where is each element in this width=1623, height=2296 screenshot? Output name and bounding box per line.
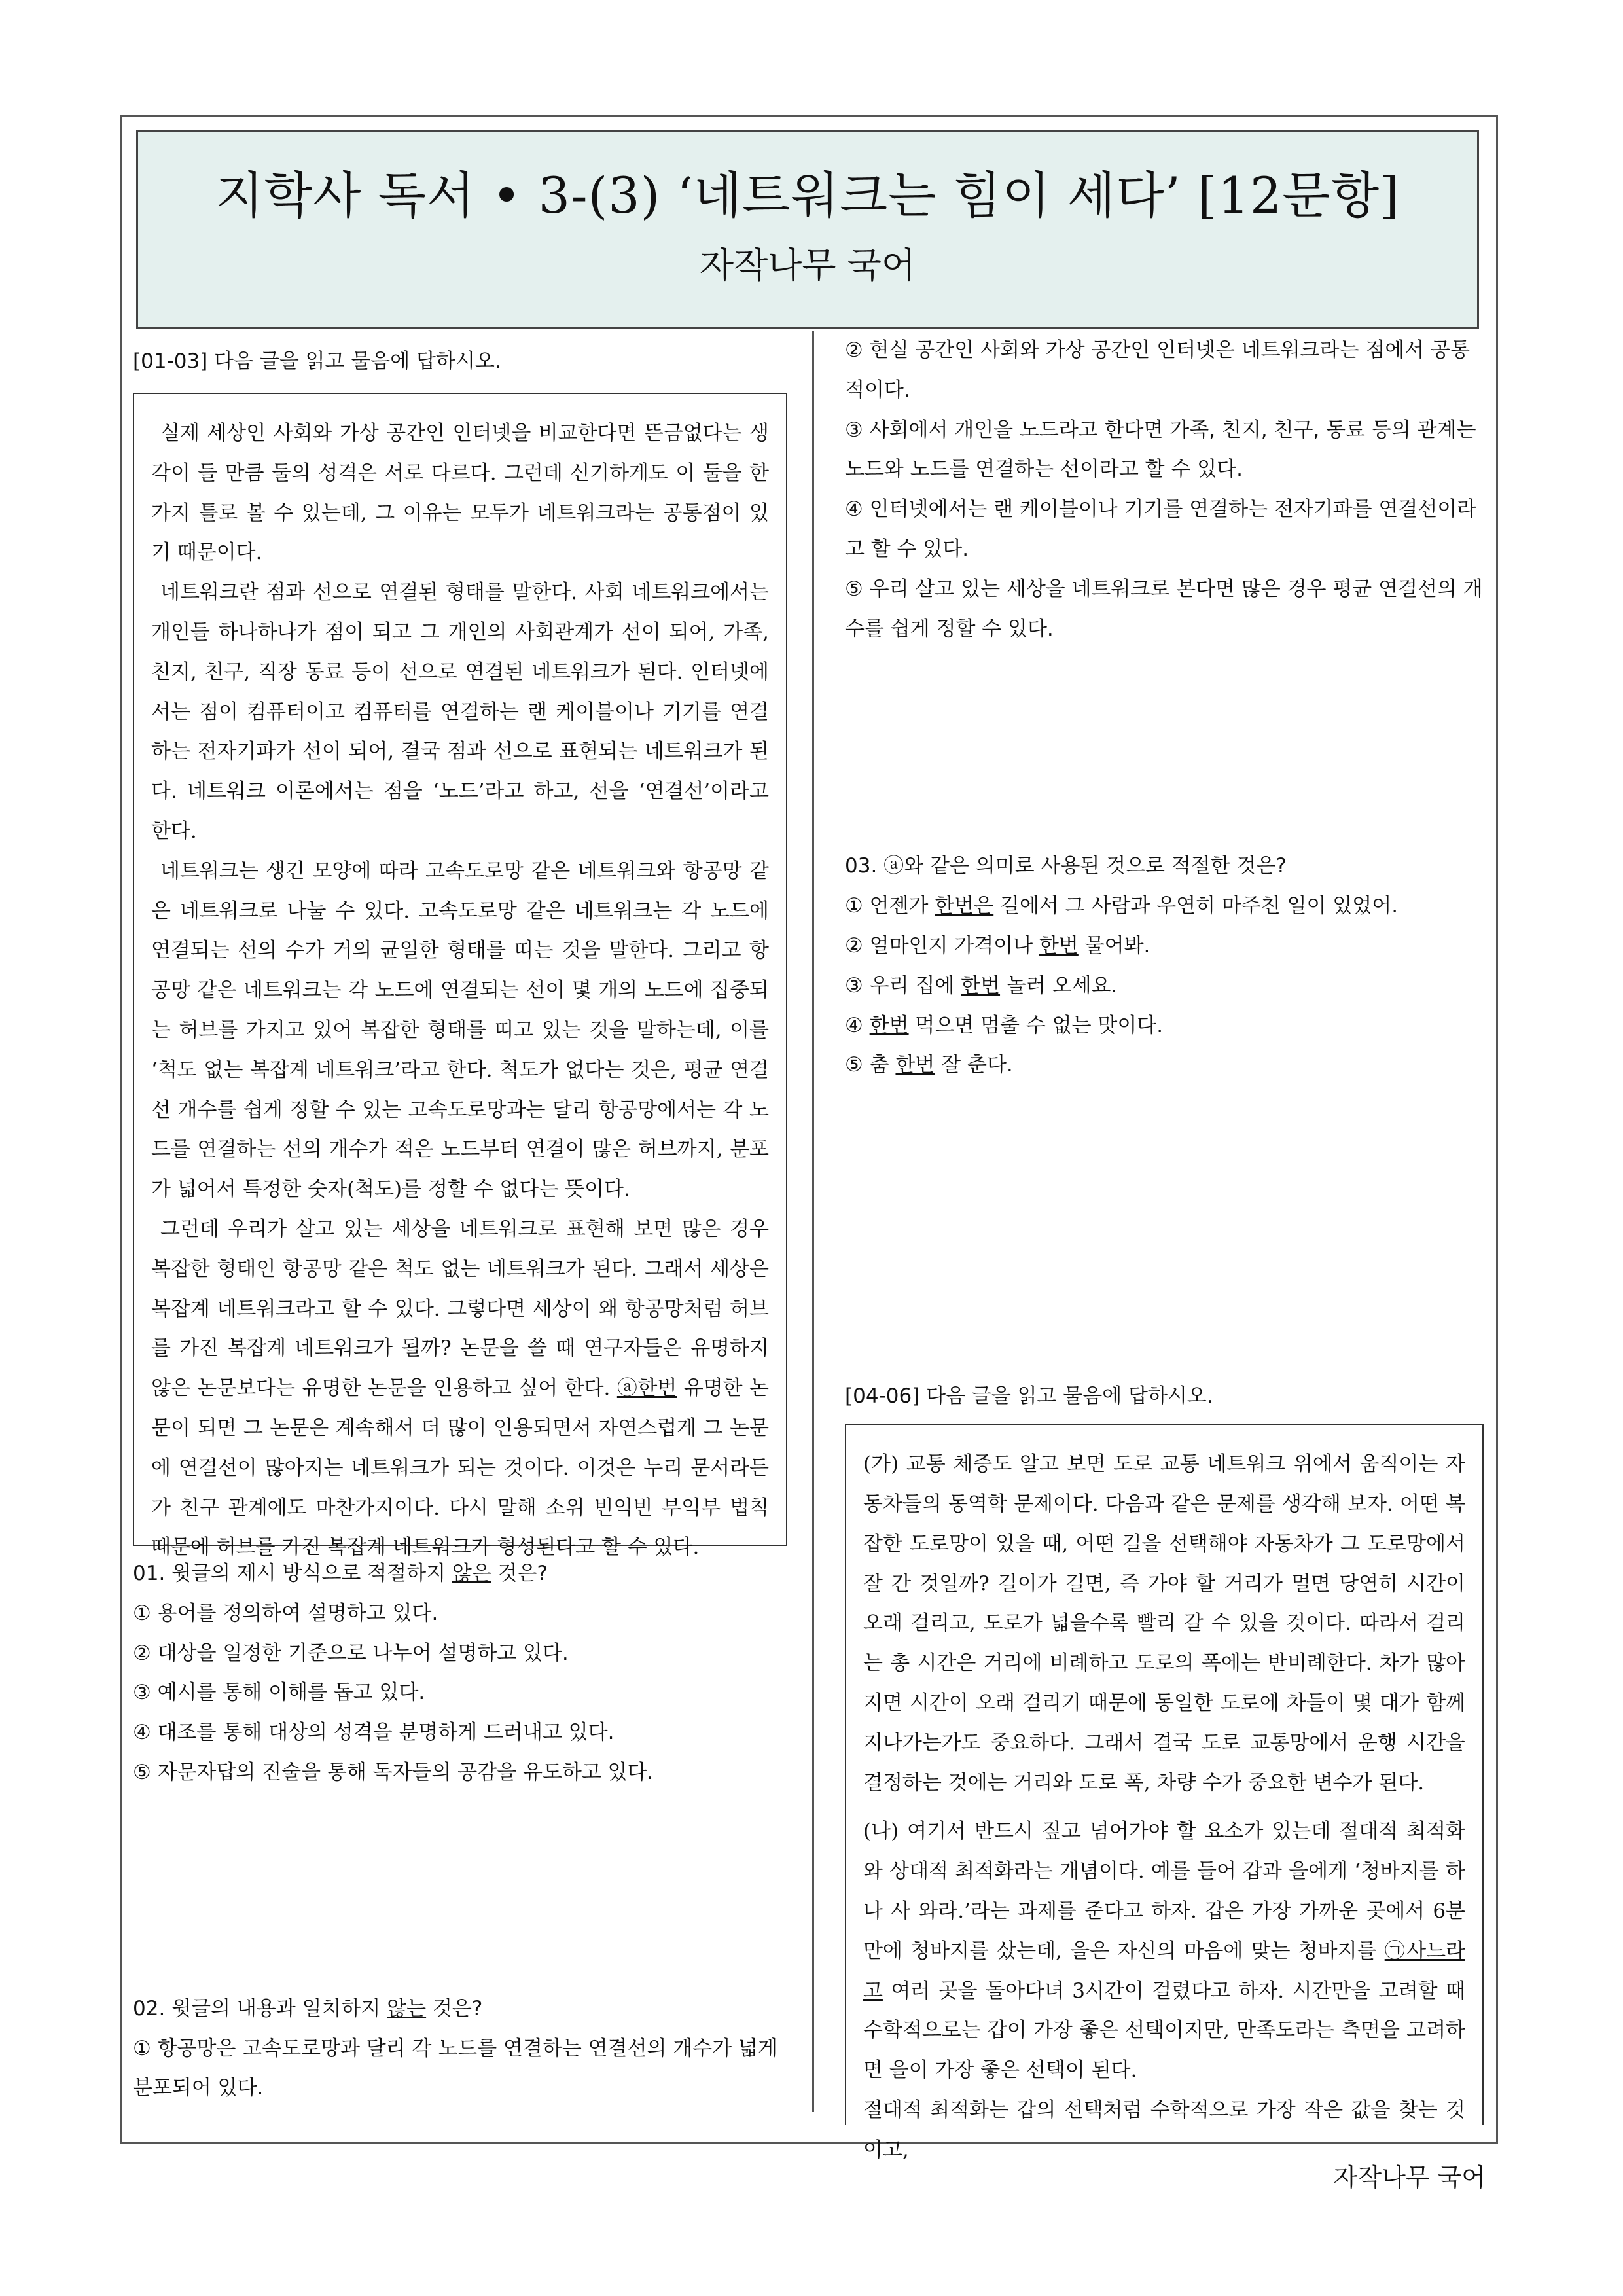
option[interactable] xyxy=(845,966,1484,1006)
page-title: 지학사 독서 • 3-(3) ‘네트워크는 힘이 세다’ [12문항] xyxy=(215,166,1400,224)
option-text: 놀러 오세요. xyxy=(1000,973,1118,997)
option-text: 먹으면 멈출 수 없는 맛이다. xyxy=(908,1013,1164,1037)
marked-word-giyeok: ㉠사느라고 xyxy=(863,1939,1465,2003)
option-text: ① 언젠가 xyxy=(845,894,935,918)
option-text: 길에서 그 사람과 우연히 마주친 일이 있었어. xyxy=(993,894,1399,918)
option-text: ⑤ 춤 xyxy=(845,1053,896,1077)
option[interactable]: ① 용어를 정의하여 설명하고 있다. xyxy=(133,1601,438,1625)
footer-publisher: 자작나무 국어 xyxy=(1333,2163,1486,2192)
passage-paragraph: 실제 세상인 사회와 가상 공간인 인터넷을 비교한다면 뜬금없다는 생각이 들 만큼 둘의 성격은 서로 다르다. 그런데 신기하게도 이 둘을 한 가지 틀로 볼 수 있는데, 그 이유는 모두가 네트워크라는 공통점이 있기 때문이다. xyxy=(151,422,769,565)
passage-paragraph: 절대적 최적화는 갑의 선택처럼 수학적으로 가장 작은 값을 찾는 것이고, xyxy=(863,2098,1465,2162)
page-subtitle: 자작나무 국어 xyxy=(699,245,916,286)
passage-box-1 xyxy=(133,393,787,1560)
passage-paragraph: 네트워크란 점과 선으로 연결된 형태를 말한다. 사회 네트워크에서는 개인들 하나하나가 점이 되고 그 개인의 사회관계가 선이 되어, 가족, 친지, 친구, 직장 동료 등이 선으로 연결된 네트워크가 된다. 인터넷에서는 점이 컴퓨터이고 컴퓨터를 연결하는 랜 케이블이나 기기를 연결하는 전자기파가 선이 되어, 결국 점과 선으로 표현되는 네트워크가 된다. 네트워크 이론에서는 점을 ‘노드’라고 하고, 선을 ‘연결선’이라고 한다. xyxy=(151,581,769,843)
option[interactable]: ④ 대조를 통해 대상의 성격을 분명하게 드러내고 있다. xyxy=(133,1721,615,1745)
question-03: 03. ⓐ와 같은 의미로 사용된 것으로 적절한 것은? xyxy=(845,854,1287,878)
passage-paragraph-ga: (가) 교통 체증도 알고 보면 도로 교통 네트워크 위에서 움직이는 자동차들의 동역학 문제이다. 다음과 같은 문제를 생각해 보자. 어떤 복잡한 도로망이 있을 때, 어떤 길을 선택해야 자동차가 그 도로망에서 잘 간 것일까? 길이가 길면, 즉 가야 할 거리가 멀면 당연히 시간이 오래 걸리고, 도로가 넓을수록 빨리 갈 수 있을 것이다. 따라서 걸리는 총 시간은 거리에 비례하고 도로의 폭에는 반비례한다. 차가 많아지면 시간이 오래 걸리기 때문에 동일한 도로에 차들이 몇 대가 함께 지나가는가도 중요하다. 그래서 결국 도로 교통망에서 운행 시간을 결정하는 것에는 거리와 도로 폭, 차량 수가 중요한 변수가 된다. xyxy=(863,1452,1465,1795)
option-underlined: 한번 xyxy=(895,1053,935,1077)
section-label-01-03: [01-03] 다음 글을 읽고 물음에 답하시오. xyxy=(133,350,501,373)
marked-word-a: ⓐ한번 xyxy=(616,1376,677,1401)
option-text: ④ xyxy=(845,1013,870,1037)
question-02 xyxy=(133,1989,787,2029)
title-box xyxy=(136,130,1479,329)
passage-text: 유명한 논문이 되면 그 논문은 계속해서 더 많이 인용되면서 자연스럽게 그 논문에 연결선이 많아지는 네트워크가 되는 것이다. 이것은 누리 문서라든가 친구 관계에도 마찬가지이다. 다시 말해 소위 빈익빈 부익부 법칙 때문에 허브를 가진 복잡계 네트워크가 형성된다고 할 수 있다. xyxy=(151,1376,769,1560)
section-label-04-06: [04-06] 다음 글을 읽고 물음에 답하시오. xyxy=(845,1384,1213,1408)
question-stem: 것은? xyxy=(491,1562,548,1585)
option-underlined: 한번 xyxy=(869,1013,909,1037)
option[interactable]: ② 대상을 일정한 기준으로 나누어 설명하고 있다. xyxy=(133,1641,569,1665)
option-text: 잘 춘다. xyxy=(935,1053,1013,1077)
column-divider xyxy=(812,331,814,2112)
question-stem: 01. 윗글의 제시 방식으로 적절하지 xyxy=(133,1562,452,1585)
option-text: 물어봐. xyxy=(1078,933,1150,958)
option[interactable] xyxy=(845,1045,1484,1085)
option-underlined: 한번은 xyxy=(935,894,994,918)
option-underlined: 한번 xyxy=(1039,933,1079,958)
passage-text: (나) 여기서 반드시 짚고 넘어가야 할 요소가 있는데 절대적 최적화와 상대적 최적화라는 개념이다. 예를 들어 갑과 을에게 ‘청바지를 하나 사 와라.’라는 과제를 준다고 하자. 갑은 가장 가까운 곳에서 6분 만에 청바지를 샀는데, 을은 자신의 마음에 맞는 청바지를 xyxy=(863,1820,1465,1963)
passage-text: 그런데 우리가 살고 있는 세상을 네트워크로 표현해 보면 많은 경우 복잡한 형태인 항공망 같은 척도 없는 네트워크가 된다. 그래서 세상은 복잡계 네트워크라고 할 수 있다. 그렇다면 세상이 왜 항공망처럼 허브를 가진 복잡계 네트워크가 될까? 논문을 쓸 때 연구자들은 유명하지 않은 논문보다는 유명한 논문을 인용하고 싶어 한다. xyxy=(151,1217,769,1401)
option[interactable]: ④ 인터넷에서는 랜 케이블이나 기기를 연결하는 전자기파를 연결선이라고 할 수 있다. xyxy=(845,497,1477,561)
question-stem: 02. 윗글의 내용과 일치하지 xyxy=(133,1996,387,2020)
passage-paragraph xyxy=(151,1210,769,1568)
question-emphasis: 않는 xyxy=(387,1996,427,2020)
option[interactable]: ③ 사회에서 개인을 노드라고 한다면 가족, 친지, 친구, 동료 등의 관계는 노드와 노드를 연결하는 선이라고 할 수 있다. xyxy=(845,418,1476,482)
passage-text: 여러 곳을 돌아다녀 3시간이 걸렸다고 하자. 시간만을 고려할 때 수학적으로는 갑이 가장 좋은 선택이지만, 만족도라는 측면을 고려하면 을이 가장 좋은 선택이 된다. xyxy=(863,1979,1465,2083)
left-column xyxy=(133,342,787,2108)
option[interactable]: ③ 예시를 통해 이해를 돕고 있다. xyxy=(133,1681,425,1705)
option[interactable]: ⑤ 자문자답의 진술을 통해 독자들의 공감을 유도하고 있다. xyxy=(133,1760,654,1784)
passage-box-2 xyxy=(845,1424,1484,2162)
option-text: ② 얼마인지 가격이나 xyxy=(845,933,1039,958)
option-underlined: 한번 xyxy=(961,973,1001,997)
option[interactable]: ① 항공망은 고속도로망과 달리 각 노드를 연결하는 연결선의 개수가 넓게 분포되어 있다. xyxy=(133,2036,777,2100)
option-text: ③ 우리 집에 xyxy=(845,973,961,997)
passage-paragraph: 네트워크는 생긴 모양에 따라 고속도로망 같은 네트워크와 항공망 같은 네트워크로 나눌 수 있다. 고속도로망 같은 네트워크는 각 노드에 연결되는 선의 수가 거의 균일한 형태를 띠는 것을 말한다. 그리고 항공망 같은 네트워크는 각 노드에 연결되는 선이 몇 개의 노드에 집중되는 허브를 가지고 있어 복잡한 형태를 띠고 있는 것을 말하는데, 이를 ‘척도 없는 복잡계 네트워크’라고 한다. 척도가 없다는 것은, 평균 연결선 개수를 쉽게 정할 수 있는 고속도로망과는 달리 항공망에서는 각 노드를 연결하는 선의 개수가 적은 노드부터 연결이 많은 허브까지, 분포가 넓어서 특정한 숫자(척도)를 정할 수 없다는 뜻이다. xyxy=(151,859,769,1202)
option[interactable]: ② 현실 공간인 사회와 가상 공간인 인터넷은 네트워크라는 점에서 공통적이다. xyxy=(845,338,1470,402)
question-emphasis: 않은 xyxy=(452,1562,491,1585)
option[interactable]: ⑤ 우리 살고 있는 세상을 네트워크로 본다면 많은 경우 평균 연결선의 개수를 쉽게 정할 수 있다. xyxy=(845,577,1483,641)
option[interactable] xyxy=(845,1006,1484,1046)
passage-paragraph-na xyxy=(863,1812,1465,2090)
right-column xyxy=(845,331,1484,2162)
option[interactable] xyxy=(845,886,1484,926)
option[interactable] xyxy=(845,926,1484,966)
question-stem: 것은? xyxy=(426,1996,483,2020)
